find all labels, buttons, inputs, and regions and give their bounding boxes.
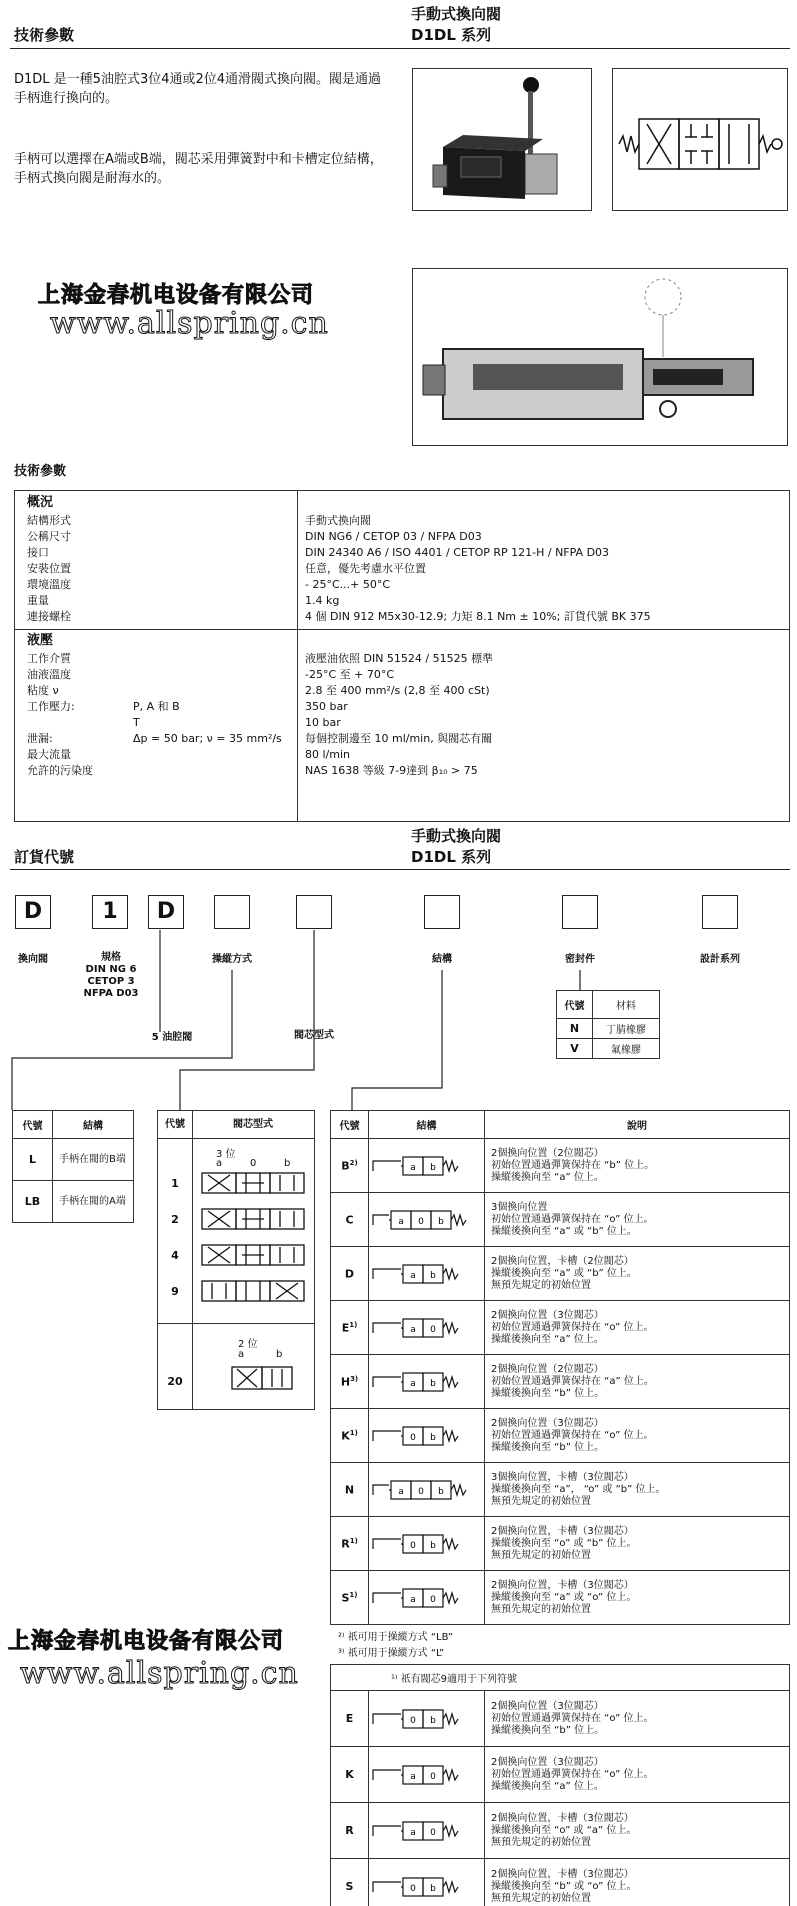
intro-paragraph-2: 手柄可以選擇在A端或B端，閥芯采用彈簧對中和卡槽定位結構，手柄式換向閥是耐海水的。 (14, 152, 383, 186)
fluid-subkey: T (133, 716, 140, 729)
valve-position-label: a (398, 1216, 404, 1227)
design-symbol-cell (369, 1355, 485, 1409)
valve-position-label: 0 (430, 1827, 436, 1838)
spool9-desc-line: 初始位置通過彈簧保持在 “o” 位上。 (491, 1712, 654, 1724)
design-desc-line: 2個換向位置（3位閥芯） (491, 1417, 604, 1429)
watermark-company-2: 上海金春机电设备有限公司 (8, 1628, 285, 1654)
code-box-3: D (148, 895, 184, 929)
header-series: D1DL 系列 (411, 26, 492, 44)
spool-pos-b: b (284, 1158, 291, 1169)
spool-header-code: 代號 (165, 1119, 185, 1130)
design-desc-line: 無預先規定的初始位置 (491, 1495, 591, 1507)
fluid-value: 80 l/min (305, 748, 350, 761)
general-key: 連接螺栓 (27, 610, 71, 623)
tech-heading: 技術參數 (14, 464, 67, 479)
spool-2pos-a: a (238, 1349, 245, 1360)
valve-position-label: 0 (410, 1432, 416, 1443)
design-desc-line: 3個換向位置 (491, 1201, 548, 1213)
design-desc-line: 初始位置通過彈簧保持在 “o” 位上。 (491, 1213, 654, 1225)
design-code-text: C (345, 1213, 354, 1227)
design-code-footnote: 1) (349, 1590, 358, 1599)
design-header-structure: 結構 (369, 1111, 485, 1139)
general-key: 安裝位置 (27, 562, 71, 575)
spool9-desc-line: 無預先規定的初始位置 (491, 1892, 591, 1904)
label-size-din: DIN NG 6 (85, 964, 137, 975)
fluid-key: 最大流量 (27, 748, 71, 761)
design-symbol-cell (369, 1139, 485, 1193)
valve-symbol-icon (369, 1313, 481, 1343)
design-row (331, 1517, 790, 1571)
valve-position-label: 0 (418, 1216, 424, 1227)
valve-position-label: 0 (430, 1594, 436, 1605)
spool-code: 1 (171, 1177, 179, 1190)
valve-position-label: 0 (410, 1715, 416, 1726)
general-value: - 25°C...+ 50°C (305, 578, 391, 591)
spool9-row (331, 1859, 790, 1906)
design-code (331, 1517, 369, 1571)
valve-symbol-icon (369, 1475, 481, 1505)
spool9-desc-line: 2個換向位置，卡槽（3位閥芯） (491, 1868, 634, 1880)
spool-2pos-label: 2 位 (238, 1339, 258, 1350)
valve-symbol-icon (369, 1816, 481, 1846)
spool-pos-a: a (216, 1158, 223, 1169)
design-code-footnote: 3) (350, 1374, 359, 1383)
valve-position-label: a (410, 1162, 416, 1173)
design-code-footnote: 1) (349, 1428, 358, 1437)
spool-pos-0: 0 (250, 1158, 257, 1169)
design-symbol-cell (369, 1571, 485, 1625)
design-code (331, 1247, 369, 1301)
spool-2pos-b: b (276, 1349, 283, 1360)
intro-paragraph-1: D1DL 是一種5油腔式3位4通或2位4通滑閥式換向閥。閥是通過手柄進行換向的。 (14, 72, 382, 106)
design-desc-line: 2個換向位置（2位閥芯） (491, 1147, 604, 1159)
valve-position-label: a (410, 1771, 416, 1782)
valve-symbol-icon (369, 1872, 481, 1902)
spool9-code: K (331, 1747, 369, 1803)
code-box-1: D (15, 895, 51, 929)
design-description (485, 1517, 790, 1571)
valve-position-label: 0 (430, 1771, 436, 1782)
spool-code: 4 (171, 1249, 179, 1262)
actuation-desc: 手柄在閥的A端 (53, 1181, 134, 1223)
general-value: DIN NG6 / CETOP 03 / NFPA D03 (305, 530, 482, 543)
valve-symbol-icon (369, 1367, 481, 1397)
seal-table (556, 990, 660, 1059)
order-code-title: 訂貨代號 (14, 848, 75, 866)
design-row (331, 1193, 790, 1247)
design-code-text: E (341, 1321, 350, 1335)
valve-position-label: b (430, 1162, 436, 1173)
valve-symbol-icon (369, 1704, 481, 1734)
design-desc-line: 操縱後換向至 “a” 或 “b” 位上。 (491, 1267, 637, 1279)
footnote-3: ³⁾ 祇可用于操縱方式 “L” (338, 1648, 445, 1659)
code-box-2: 1 (92, 895, 128, 929)
valve-symbol-icon (369, 1421, 481, 1451)
spool9-row (331, 1803, 790, 1859)
fluid-key: 油液溫度 (27, 668, 71, 681)
valve-symbol-icon (369, 1205, 481, 1235)
spool9-desc-line: 操縱後換向至 “b” 位上。 (491, 1724, 605, 1736)
design-header-code: 代號 (331, 1111, 369, 1139)
general-value: DIN 24340 A6 / ISO 4401 / CETOP RP 121-H / NFPA D03 (305, 546, 610, 559)
design-desc-line: 初始位置通過彈簧保持在 “o” 位上。 (491, 1429, 654, 1441)
fluid-value: 350 bar (305, 700, 348, 713)
label-ports: 5 油腔閥 (151, 1032, 193, 1043)
design-symbol-cell (369, 1463, 485, 1517)
label-actuation: 操縱方式 (212, 954, 252, 965)
label-valve: 換向閥 (18, 954, 48, 965)
spool9-row (331, 1747, 790, 1803)
header-title: 手動式換向閥 (411, 5, 502, 23)
valve-position-label: a (410, 1270, 416, 1281)
design-table (330, 1110, 790, 1625)
valve-position-label: b (430, 1432, 436, 1443)
design-code-text: H (340, 1375, 351, 1389)
valve-position-label: b (438, 1216, 444, 1227)
spool9-desc-line: 操縱後換向至 “o” 或 “a” 位上。 (491, 1824, 637, 1836)
spool9-code: R (331, 1803, 369, 1859)
spool9-desc-line: 無預先規定的初始位置 (491, 1836, 591, 1848)
fluid-subkey: Δp = 50 bar; ν = 35 mm²/s (133, 732, 282, 745)
spool-header-type: 閥芯型式 (233, 1119, 273, 1130)
spool9-symbol-cell (369, 1747, 485, 1803)
general-key: 重量 (27, 594, 49, 607)
design-symbol-cell (369, 1301, 485, 1355)
seal-header-material: 材料 (593, 991, 660, 1019)
general-value: 1.4 kg (305, 594, 340, 607)
valve-position-label: a (410, 1594, 416, 1605)
spool-code: 20 (167, 1375, 183, 1388)
design-desc-line: 初始位置通過彈簧保持在 “o” 位上。 (491, 1321, 654, 1333)
design-code-footnote: 1) (349, 1320, 358, 1329)
design-desc-line: 操縱後換向至 “o” 或 “b” 位上。 (491, 1537, 637, 1549)
spool-code: 9 (171, 1285, 179, 1298)
design-desc-line: 初始位置通過彈簧保持在 “a” 位上。 (491, 1375, 654, 1387)
design-description (485, 1247, 790, 1301)
design-code-footnote: 1) (349, 1536, 358, 1545)
valve-position-label: b (438, 1486, 444, 1497)
spool9-description (485, 1747, 790, 1803)
spool9-table (330, 1664, 790, 1906)
design-code (331, 1571, 369, 1625)
design-symbol-cell (369, 1247, 485, 1301)
general-key: 公稱尺寸 (27, 530, 71, 543)
design-desc-line: 無預先規定的初始位置 (491, 1549, 591, 1561)
design-desc-line: 操縱後換向至 “a” 位上。 (491, 1333, 604, 1345)
valve-position-label: a (410, 1324, 416, 1335)
seal-code: N (557, 1019, 593, 1039)
actuation-table (12, 1110, 134, 1223)
design-row (331, 1301, 790, 1355)
fluid-value: NAS 1638 等級 7-9達到 β₁₀ > 75 (305, 764, 478, 777)
valve-position-label: a (410, 1378, 416, 1389)
fluid-value: 2.8 至 400 mm²/s (2,8 至 400 cSt) (305, 684, 490, 697)
label-spool: 閥芯型式 (294, 1030, 334, 1041)
fluid-key: 泄漏: (27, 732, 53, 745)
fluid-value: -25°C 至 + 70°C (305, 668, 395, 681)
valve-symbol-icon (369, 1529, 481, 1559)
footnote-2: ²⁾ 祇可用于操縱方式 “LB” (338, 1632, 454, 1643)
watermark-url: www.allspring.cn (50, 306, 329, 341)
spool9-description (485, 1691, 790, 1747)
seal-code: V (557, 1039, 593, 1059)
seal-material: 丁腈橡膠 (593, 1019, 660, 1039)
design-row (331, 1355, 790, 1409)
design-desc-line: 3個換向位置，卡槽（3位閥芯） (491, 1471, 634, 1483)
label-size: 規格 (101, 952, 121, 963)
valve-position-label: 0 (410, 1883, 416, 1894)
fluid-value: 10 bar (305, 716, 341, 729)
fluid-heading: 液壓 (27, 633, 54, 648)
design-code-text: D (344, 1267, 355, 1281)
design-desc-line: 操縱後換向至 “b” 位上。 (491, 1441, 605, 1453)
design-desc-line: 2個換向位置，卡槽（3位閥芯） (491, 1525, 634, 1537)
general-key: 環境溫度 (27, 578, 71, 591)
spool-symbols (198, 1171, 310, 1321)
label-seal: 密封件 (565, 954, 595, 965)
design-code (331, 1355, 369, 1409)
label-design: 結構 (432, 954, 452, 965)
label-size-cetop: CETOP 3 (87, 976, 135, 987)
spool9-desc-line: 2個換向位置（3位閥芯） (491, 1700, 604, 1712)
spool9-caption: ¹⁾ 祇有閥芯9適用于下列符號 (331, 1665, 790, 1691)
general-key: 結構形式 (27, 514, 71, 527)
general-heading: 概況 (27, 495, 54, 510)
valve-position-label: b (430, 1378, 436, 1389)
label-series: 設計系列 (700, 954, 740, 965)
spool9-description (485, 1803, 790, 1859)
general-value: 手動式換向閥 (305, 514, 371, 527)
design-desc-line: 2個換向位置，卡槽（2位閥芯） (491, 1255, 634, 1267)
general-value: 任意，優先考慮水平位置 (305, 562, 426, 575)
valve-symbol-icon (369, 1760, 481, 1790)
spool9-symbol-cell (369, 1691, 485, 1747)
label-size-nfpa: NFPA D03 (83, 988, 139, 999)
design-code (331, 1301, 369, 1355)
spool9-row (331, 1691, 790, 1747)
design-symbol-cell (369, 1409, 485, 1463)
seal-header-code: 代號 (557, 991, 593, 1019)
design-code (331, 1463, 369, 1517)
actuation-header-code: 代號 (13, 1111, 53, 1139)
valve-position-label: b (430, 1270, 436, 1281)
design-row (331, 1571, 790, 1625)
design-description (485, 1571, 790, 1625)
design-symbol-cell (369, 1193, 485, 1247)
valve-position-label: a (410, 1827, 416, 1838)
page2-header-series: D1DL 系列 (411, 848, 492, 866)
design-code-text: R (341, 1537, 350, 1551)
valve-position-label: 0 (410, 1540, 416, 1551)
spool-20-symbol (230, 1365, 300, 1393)
design-header-desc: 說明 (485, 1111, 790, 1139)
valve-position-label: a (398, 1486, 404, 1497)
spool9-symbol-cell (369, 1803, 485, 1859)
design-description (485, 1355, 790, 1409)
spool-3pos-label: 3 位 (216, 1149, 236, 1160)
spool9-desc-line: 操縱後換向至 “b” 或 “o” 位上。 (491, 1880, 637, 1892)
design-desc-line: 2個換向位置，卡槽（3位閥芯） (491, 1579, 634, 1591)
design-code-text: B (341, 1159, 350, 1173)
valve-position-label: 0 (418, 1486, 424, 1497)
fluid-key: 允許的污染度 (27, 764, 93, 777)
design-code-text: K (341, 1429, 350, 1443)
design-code (331, 1139, 369, 1193)
design-desc-line: 初始位置通過彈簧保持在 “b” 位上。 (491, 1159, 655, 1171)
design-description (485, 1409, 790, 1463)
valve-position-label: b (430, 1715, 436, 1726)
design-description (485, 1463, 790, 1517)
spool9-desc-line: 2個換向位置，卡槽（3位閥芯） (491, 1812, 634, 1824)
design-desc-line: 操縱後換向至 “a” 或 “b” 位上。 (491, 1225, 637, 1237)
design-description (485, 1193, 790, 1247)
design-desc-line: 操縱後換向至 “a” 位上。 (491, 1171, 604, 1183)
fluid-key: 粘度 ν (27, 684, 59, 697)
valve-symbol-icon (369, 1259, 481, 1289)
design-code (331, 1409, 369, 1463)
spool9-desc-line: 2個換向位置（3位閥芯） (491, 1756, 604, 1768)
seal-material: 氟橡膠 (593, 1039, 660, 1059)
design-desc-line: 操縱後換向至 “b” 位上。 (491, 1387, 605, 1399)
section-title: 技術參數 (14, 26, 75, 44)
design-row (331, 1409, 790, 1463)
design-row (331, 1247, 790, 1301)
valve-position-label: 0 (430, 1324, 436, 1335)
fluid-value: 每個控制邊至 10 ml/min, 與閥芯有關 (305, 732, 493, 745)
general-key: 接口 (27, 546, 49, 559)
watermark-company: 上海金春机电设备有限公司 (38, 282, 315, 308)
valve-symbol-icon (369, 1583, 481, 1613)
fluid-subkey: P, A 和 B (133, 700, 180, 713)
design-desc-line: 2個換向位置（3位閥芯） (491, 1309, 604, 1321)
design-description (485, 1139, 790, 1193)
design-desc-line: 操縱後換向至 “a” 或 “o” 位上。 (491, 1591, 637, 1603)
actuation-code: L (13, 1139, 53, 1181)
design-desc-line: 無預先規定的初始位置 (491, 1279, 591, 1291)
spool9-symbol-cell (369, 1859, 485, 1906)
spool9-description (485, 1859, 790, 1906)
actuation-desc: 手柄在閥的B端 (53, 1139, 134, 1181)
design-row (331, 1463, 790, 1517)
design-code-text: N (344, 1483, 355, 1497)
spool9-desc-line: 初始位置通過彈簧保持在 “o” 位上。 (491, 1768, 654, 1780)
actuation-header-desc: 結構 (53, 1111, 134, 1139)
spool-table (157, 1110, 315, 1410)
design-row (331, 1139, 790, 1193)
design-code-text: S (341, 1591, 350, 1605)
design-code-footnote: 2) (349, 1158, 358, 1167)
design-desc-line: 2個換向位置（2位閥芯） (491, 1363, 604, 1375)
spool-code: 2 (171, 1213, 179, 1226)
page2-header-title: 手動式換向閥 (411, 827, 502, 845)
design-code (331, 1193, 369, 1247)
spool9-desc-line: 操縱後換向至 “a” 位上。 (491, 1780, 604, 1792)
valve-position-label: b (430, 1883, 436, 1894)
fluid-key: 工作壓力: (27, 700, 75, 713)
fluid-value: 液壓油依照 DIN 51524 / 51525 標準 (305, 652, 494, 665)
valve-position-label: b (430, 1540, 436, 1551)
design-desc-line: 無預先規定的初始位置 (491, 1603, 591, 1615)
fluid-key: 工作介質 (27, 652, 71, 665)
spool9-code: S (331, 1859, 369, 1906)
spool9-code: E (331, 1691, 369, 1747)
actuation-code: LB (13, 1181, 53, 1223)
design-desc-line: 操縱後換向至 “a”， “o” 或 “b” 位上。 (491, 1483, 666, 1495)
design-description (485, 1301, 790, 1355)
watermark-url-2: www.allspring.cn (20, 1656, 299, 1691)
design-symbol-cell (369, 1517, 485, 1571)
valve-symbol-icon (369, 1151, 481, 1181)
general-value: 4 個 DIN 912 M5x30-12.9; 力矩 8.1 Nm ± 10%; 訂貨代號 BK 375 (305, 610, 651, 623)
